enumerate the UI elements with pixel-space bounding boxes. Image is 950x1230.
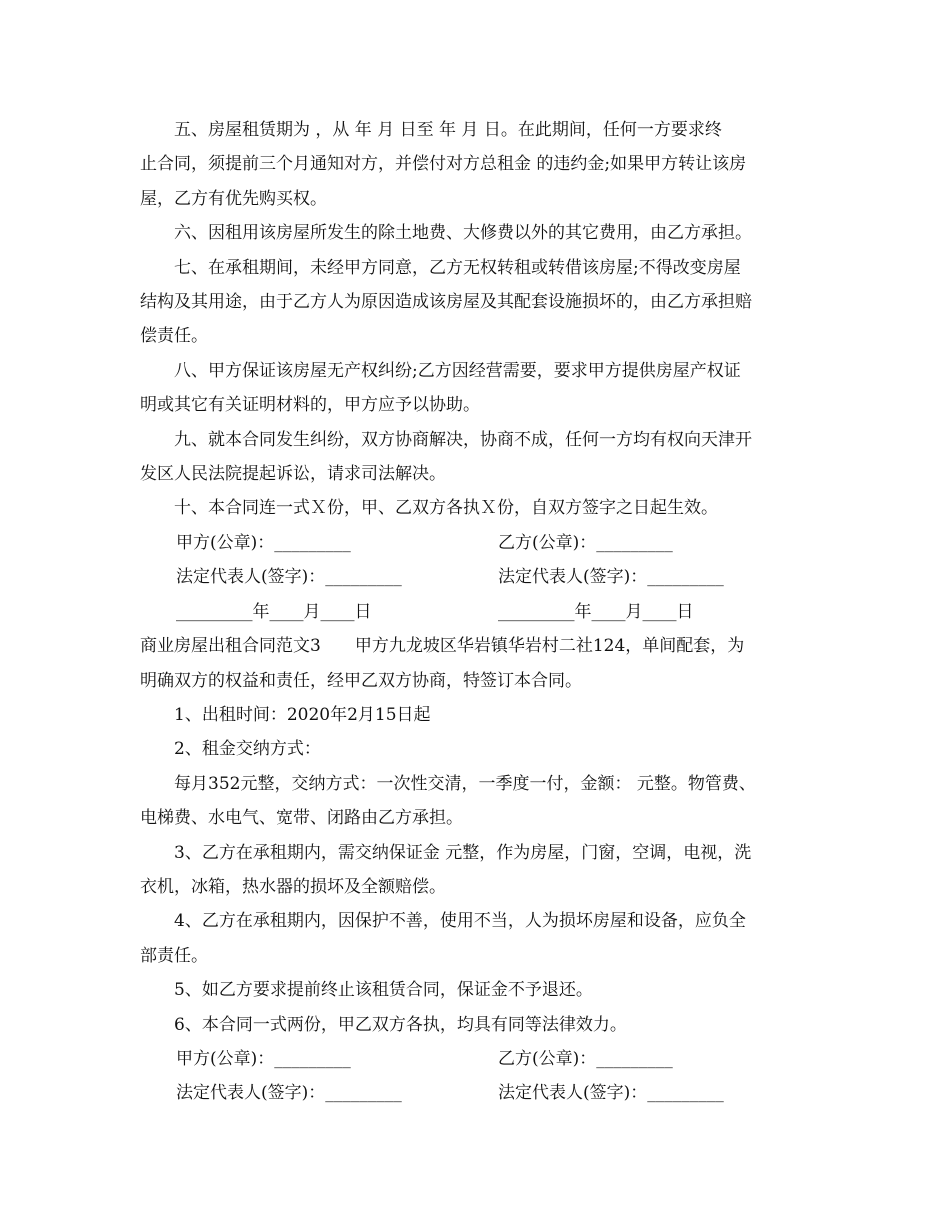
text-line: 结构及其用途，由于乙方人为原因造成该房屋及其配套设施损坏的，由乙方承担赔 — [140, 292, 752, 313]
text-line: 十、本合同连一式Ｘ份，甲、乙双方各执Ｘ份，自双方签字之日起生效。 — [174, 498, 718, 519]
text-line: 5、如乙方要求提前终止该租赁合同，保证金不予退还。 — [174, 980, 593, 1001]
item-2 — [140, 732, 820, 766]
text-line: 部责任。 — [140, 945, 208, 966]
text-line: 发区人民法院提起诉讼，请求司法解决。 — [140, 464, 446, 485]
contract-3-intro — [140, 629, 820, 698]
party-b-seal-field: 乙方(公章)：_________ — [498, 532, 673, 553]
rent-terms — [140, 767, 820, 836]
text-line: 明确双方的权益和责任，经甲乙双方协商，特签订本合同。 — [140, 670, 582, 691]
clause-7 — [140, 251, 820, 354]
item-6 — [140, 1008, 820, 1042]
contract-3-heading: 商业房屋出租合同范文3 — [140, 636, 321, 657]
clause-8 — [140, 354, 820, 423]
item-5 — [140, 973, 820, 1007]
clause-5 — [140, 113, 820, 216]
party-a-seal-field: 甲方(公章)：_________ — [176, 1048, 351, 1069]
party-b-date-field: _________年____月____日 — [498, 601, 694, 622]
text-line: 电梯费、水电气、宽带、闭路由乙方承担。 — [140, 808, 463, 829]
text-line: 八、甲方保证该房屋无产权纠纷;乙方因经营需要，要求甲方提供房屋产权证 — [174, 360, 741, 381]
party-b-representative-field: 法定代表人(签字)：_________ — [498, 1083, 724, 1104]
text-line: 3、乙方在承租期内，需交纳保证金 元整，作为房屋，门窗，空调，电视，洗 — [174, 842, 752, 863]
signature-row-date — [140, 595, 820, 629]
text-line: 4、乙方在承租期内，因保护不善，使用不当，人为损坏房屋和设备，应负全 — [174, 911, 746, 932]
item-3 — [140, 836, 820, 905]
signature-row-seal — [140, 526, 820, 560]
clause-10 — [140, 491, 820, 525]
text-line: 2、租金交纳方式： — [174, 739, 321, 760]
party-b-seal-field: 乙方(公章)：_________ — [498, 1048, 673, 1069]
clause-9 — [140, 423, 820, 492]
contract-3-intro-text: 甲方九龙坡区华岩镇华岩村二社124，单间配套，为 — [354, 636, 745, 657]
text-line: 偿责任。 — [140, 326, 208, 347]
party-b-representative-field: 法定代表人(签字)：_________ — [498, 567, 724, 588]
text-line: 五、房屋租赁期为 ，从 年 月 日至 年 月 日。在此期间，任何一方要求终 — [174, 120, 722, 140]
text-line: 衣机，冰箱，热水器的损坏及全额赔偿。 — [140, 876, 446, 897]
document-body — [140, 113, 820, 1111]
party-a-date-field: _________年____月____日 — [176, 601, 372, 622]
text-line — [140, 636, 744, 656]
clause-6 — [140, 216, 820, 250]
text-line: 明或其它有关证明材料的，甲方应予以协助。 — [140, 395, 480, 416]
signature-row-representative — [140, 560, 820, 594]
text-line: 九、就本合同发生纠纷，双方协商解决，协商不成，任何一方均有权向天津开 — [174, 429, 752, 450]
text-line: 七、在承租期间，未经甲方同意，乙方无权转租或转借该房屋;不得改变房屋 — [174, 257, 741, 278]
text-line: 每月352元整，交纳方式：一次性交清，一季度一付，金额： 元整。物管费、 — [174, 773, 756, 794]
text-line: 屋，乙方有优先购买权。 — [140, 188, 327, 209]
party-a-seal-field: 甲方(公章)：_________ — [176, 532, 351, 553]
text-line: 止合同，须提前三个月通知对方，并偿付对方总租金 的违约金;如果甲方转让该房 — [140, 154, 747, 175]
text-line: 6、本合同一式两份，甲乙双方各执，均具有同等法律效力。 — [174, 1014, 627, 1035]
party-a-representative-field: 法定代表人(签字)：_________ — [176, 567, 402, 588]
text-line: 六、因租用该房屋所发生的除土地费、大修费以外的其它费用，由乙方承担。 — [174, 223, 752, 244]
signature-row-seal — [140, 1042, 820, 1076]
signature-row-representative — [140, 1076, 820, 1110]
item-1 — [140, 698, 820, 732]
item-4 — [140, 904, 820, 973]
party-a-representative-field: 法定代表人(签字)：_________ — [176, 1083, 402, 1104]
text-line: 1、出租时间：2020年2月15日起 — [174, 704, 431, 725]
